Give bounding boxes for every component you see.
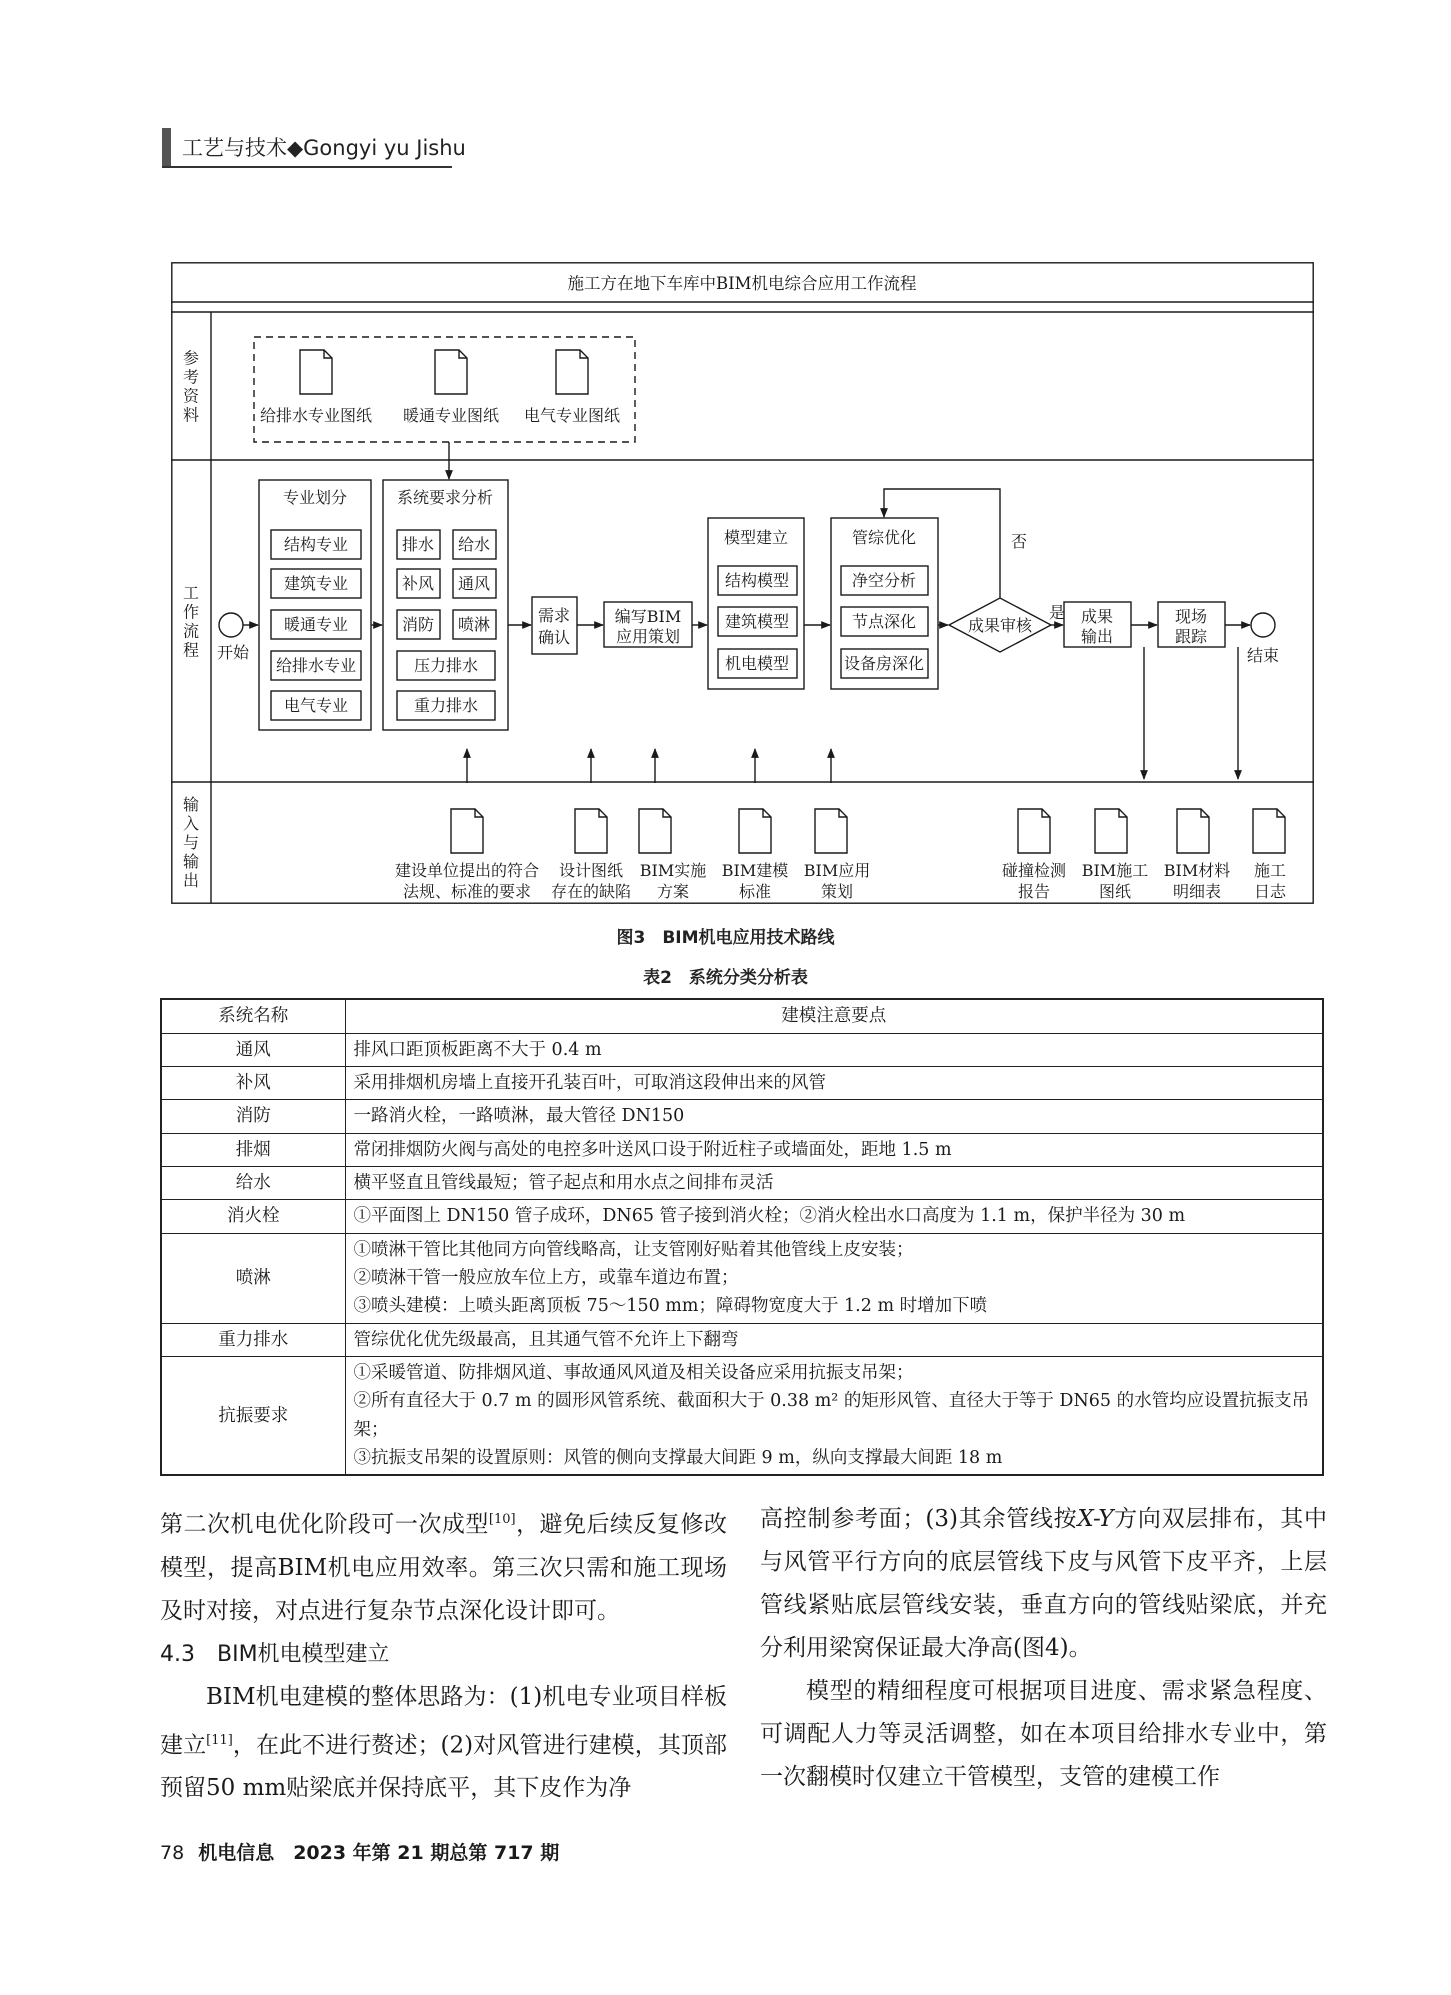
citation: [11] [206,1732,233,1748]
note-line: 一路消火栓，一路喷淋，最大管径 DN150 [353,1106,685,1127]
lane-label-char: 输 [182,852,200,871]
note-line: ①喷淋干管比其他同方向管线略高，让支管刚好贴着其他管线上皮安装； [353,1239,914,1260]
note-line: ③喷头建模：上喷头距离顶板 75～150 mm；障碍物宽度大于 1.2 m 时增加下喷 [353,1296,988,1317]
output-doc-label: 日志 [1253,882,1287,901]
paragraph-text: 第二次机电优化阶段可一次成型 [160,1511,489,1538]
lane-label-char: 与 [182,833,200,852]
input-label: 存在的缺陷 [550,882,632,901]
lane-label-char: 参 [182,348,200,368]
output-doc-label: 报告 [1017,882,1051,901]
table-row [161,1133,1323,1166]
lane-label-char: 程 [182,640,200,660]
no-label: 否 [1010,532,1028,551]
system-name-cell: 喷淋 [161,1233,345,1323]
confirm-label: 确认 [537,628,571,647]
note-line: 常闭排烟防火阀与高处的电控多叶送风口设于附近柱子或墙面处，距地 1.5 m [353,1139,952,1160]
lane-label-io [183,795,199,890]
citation: [10] [488,1512,516,1527]
output-doc-label: 明细表 [1172,882,1222,901]
input-label: 法规、标准的要求 [402,882,532,901]
modeling-notes-cell [345,1100,1323,1133]
table-header: 建模注意要点 [345,999,1323,1033]
major-item: 暖通专业 [283,615,349,634]
system-item: 消防 [401,615,435,634]
lane-label-char: 考 [182,367,200,387]
modeling-notes-cell [345,1166,1323,1199]
lane-label-char: 作 [182,602,200,622]
system-item: 重力排水 [413,696,479,715]
figure-caption: 图3 BIM机电应用技术路线 [616,928,835,948]
table-header-row [161,999,1323,1033]
lane-label-ref [183,349,200,425]
table-caption: 表2 系统分类分析表 [643,968,808,988]
note-line: 采用排烟机房墙上直接开孔装百叶，可取消这段伸出来的风管 [353,1072,826,1093]
lane-label-char: 入 [182,814,200,833]
major-title: 专业划分 [282,488,348,507]
note-line: ②所有直径大于 0.7 m 的圆形风管系统、截面积大于 0.38 m² 的矩形风管、直径大于等于 DN65 的水管均应设置抗振支吊架； [353,1391,1310,1440]
major-item: 给排水专业 [275,656,357,675]
model-item: 机电模型 [724,654,790,673]
paragraph-text: BIM机电建模的整体思路为：(1)机电专业项目样板建立 [160,1683,727,1759]
note-line: 排风口距顶板距离不大于 0.4 m [353,1039,602,1060]
optimize-item: 节点深化 [851,612,917,631]
input-label: 设计图纸 [558,861,624,880]
lane-label-char: 输 [182,795,200,814]
paragraph-text: ，在此不进行赘述；(2)对风管进行建模，其顶部预留50 mm贴梁底并保持底平，其下皮作为净 [160,1732,727,1802]
review-label: 成果审核 [967,616,1033,635]
ref-doc-label: 暖通专业图纸 [402,406,500,425]
modeling-notes-cell [345,1233,1323,1323]
table-row [161,1323,1323,1356]
note-line: 横平竖直且管线最短；管子起点和用水点之间排布灵活 [353,1172,774,1193]
input-label: 方案 [656,882,690,901]
paragraph-text: ，避免后续反复修改模型，提高BIM机电应用效率。第三次只需和施工现场及时对接，对点进行复杂节点深化设计即可。 [160,1511,728,1624]
page-number: 78 [160,1842,185,1864]
modeling-notes-cell [345,1066,1323,1099]
table-header: 系统名称 [161,999,345,1033]
paragraph-text: 高控制参考面；(3)其余管线按 [760,1506,1078,1532]
table-row [161,1066,1323,1099]
output-doc-label: 施工 [1253,861,1287,880]
table-2 [160,998,1324,1476]
lane-label-char: 料 [182,405,200,425]
section-heading: 4.3 BIM机电模型建立 [160,1641,390,1667]
system-item: 给水 [457,535,491,554]
system-item: 排水 [401,535,435,554]
major-item: 结构专业 [283,535,349,554]
workflow-diagram [171,262,1314,904]
system-item: 通风 [457,574,491,593]
text-column-right [760,1498,1327,1799]
system-item: 喷淋 [457,615,491,634]
table-row [161,1200,1323,1233]
system-name-cell: 排烟 [161,1133,345,1166]
figure-3 [171,262,1314,904]
paragraph [760,1498,1327,1670]
system-name-cell: 补风 [161,1066,345,1099]
note-line: ③抗振支吊架的设置原则：风管的侧向支撑最大间距 9 m，纵向支撑最大间距 18 m [353,1447,1003,1468]
reference-doc-icons [300,350,588,394]
model-item: 建筑模型 [724,612,790,631]
lane-label-flow [183,584,199,660]
optimize-title: 管综优化 [851,528,917,547]
system-name-cell: 通风 [161,1033,345,1066]
paragraph [160,1676,727,1811]
major-item: 建筑专业 [283,574,349,593]
output-label: 成果 [1080,607,1114,626]
start-label: 开始 [217,643,250,662]
header-bar [162,128,171,166]
system-table [160,998,1324,1476]
input-label: 建设单位提出的符合 [394,861,540,880]
page-footer [160,1838,559,1865]
output-doc-label: 碰撞检测 [1001,861,1067,880]
track-label: 现场 [1174,607,1208,626]
system-item: 补风 [401,574,435,593]
table-row [161,1233,1323,1323]
note-line: ①平面图上 DN150 管子成环，DN65 管子接到消火栓；②消火栓出水口高度为 1.1 m，保护半径为 30 m [353,1206,1186,1227]
table-row [161,1100,1323,1133]
note-line: 管综优化优先级最高，且其通气管不允许上下翻弯 [353,1329,739,1350]
input-label: 标准 [738,882,772,901]
modeling-notes-cell [345,1356,1323,1475]
ref-doc-label: 电气专业图纸 [523,406,621,425]
journal-info: 机电信息 2023 年第 21 期总第 717 期 [198,1842,560,1864]
header-text: 工艺与技术◆Gongyi yu Jishu [182,136,466,160]
modeling-notes-cell [345,1323,1323,1356]
modeling-notes-cell [345,1200,1323,1233]
paragraph-text: X-Y [1077,1506,1114,1532]
note-line: ②喷淋干管一般应放车位上方，或靠车道边布置； [353,1267,739,1288]
system-title: 系统要求分析 [396,488,494,507]
system-name-cell: 消防 [161,1100,345,1133]
paragraph-text: 方向双层排布，其中与风管平行方向的底层管线下皮与风管下皮平齐，上层管线紧贴底层管线安装，垂直方向的管线贴梁底，并充分利用梁窝保证最大净高(图4)。 [760,1506,1327,1661]
system-item: 压力排水 [413,656,479,675]
system-name-cell: 给水 [161,1166,345,1199]
output-doc-label: BIM施工 [1081,861,1149,880]
input-label: BIM实施 [639,861,707,880]
model-item: 结构模型 [724,571,790,590]
system-name-cell: 消火栓 [161,1200,345,1233]
system-name-cell: 重力排水 [161,1323,345,1356]
table-row [161,1356,1323,1475]
lane-label-char: 工 [182,583,200,603]
paragraph: 模型的精细程度可根据项目进度、需求紧急程度、可调配人力等灵活调整，如在本项目给排水专业中，第一次翻模时仅建立干管模型，支管的建模工作 [760,1678,1327,1790]
paragraph [160,1498,727,1633]
output-doc-label: 图纸 [1098,882,1132,901]
header-rule [162,166,452,168]
input-label: BIM建模 [721,861,789,880]
model-title: 模型建立 [723,528,789,547]
major-item: 电气专业 [283,696,349,715]
output-label: 输出 [1080,627,1114,646]
lane-label-char: 资 [182,386,200,406]
figure-title: 施工方在地下车库中BIM机电综合应用工作流程 [567,274,917,293]
input-label: 策划 [820,882,854,901]
system-name-cell: 抗振要求 [161,1356,345,1475]
table-row [161,1166,1323,1199]
note-line: ①采暖管道、防排烟风道、事故通风风道及相关设备应采用抗振支吊架； [353,1362,914,1383]
plan-label: 编写BIM [614,607,682,626]
track-label: 跟踪 [1174,627,1208,646]
plan-label: 应用策划 [615,627,681,646]
output-doc-label: BIM材料 [1163,861,1231,880]
input-label: BIM应用 [803,861,871,880]
optimize-item: 设备房深化 [843,654,925,673]
confirm-label: 需求 [537,606,571,625]
table-row [161,1033,1323,1066]
modeling-notes-cell [345,1033,1323,1066]
end-label: 结束 [1246,646,1280,665]
ref-doc-label: 给排水专业图纸 [259,406,373,425]
text-column-left [160,1498,727,1810]
yes-label: 是 [1048,603,1066,622]
optimize-item: 净空分析 [851,571,917,590]
lane-label-char: 流 [182,621,200,641]
modeling-notes-cell [345,1133,1323,1166]
lane-label-char: 出 [182,871,200,890]
io-doc-icons [451,809,1285,853]
